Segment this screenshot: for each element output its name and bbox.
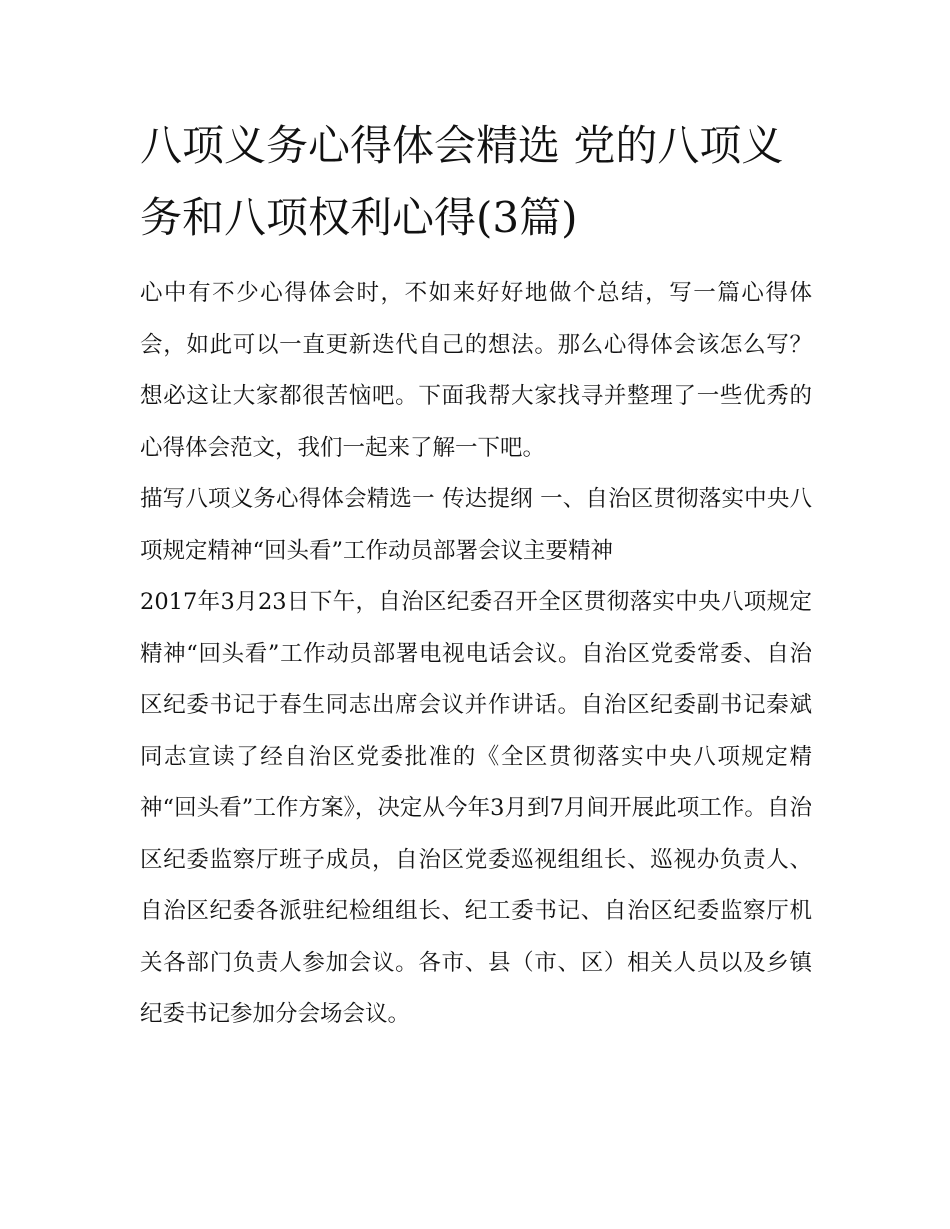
intro-paragraph: 心中有不少心得体会时，不如来好好地做个总结，写一篇心得体会，如此可以一直更新迭代自己的想法。那么心得体会该怎么写？想必这让大家都很苦恼吧。下面我帮大家找寻并整理了一些优秀的心得体会范文，我们一起来了解一下吧。 <box>140 280 812 461</box>
body-paragraph: 2017年3月23日下午，自治区纪委召开全区贯彻落实中央八项规定精神“回头看”工作动员部署电视电话会议。自治区党委常委、自治区纪委书记于春生同志出席会议并作讲话。自治区纪委副书记秦斌同志宣读了经自治区党委批准的《全区贯彻落实中央八项规定精神“回头看”工作方案》，决定从今年3月到7月间开展此项工作。自治区纪委监察厅班子成员，自治区党委巡视组组长、巡视办负责人、自治区纪委各派驻纪检组组长、纪工委书记、自治区纪委监察厅机关各部门负责人参加会议。各市、县（市、区）相关人员以及乡镇纪委书记参加分会场会议。 <box>140 589 812 1027</box>
section-heading-paragraph: 描写八项义务心得体会精选一 传达提纲 一、自治区贯彻落实中央八项规定精神“回头看”工作动员部署会议主要精神 <box>140 486 812 564</box>
document-content <box>140 110 812 1041</box>
document-title: 八项义务心得体会精选 党的八项义务和八项权利心得(3篇) <box>140 121 784 242</box>
